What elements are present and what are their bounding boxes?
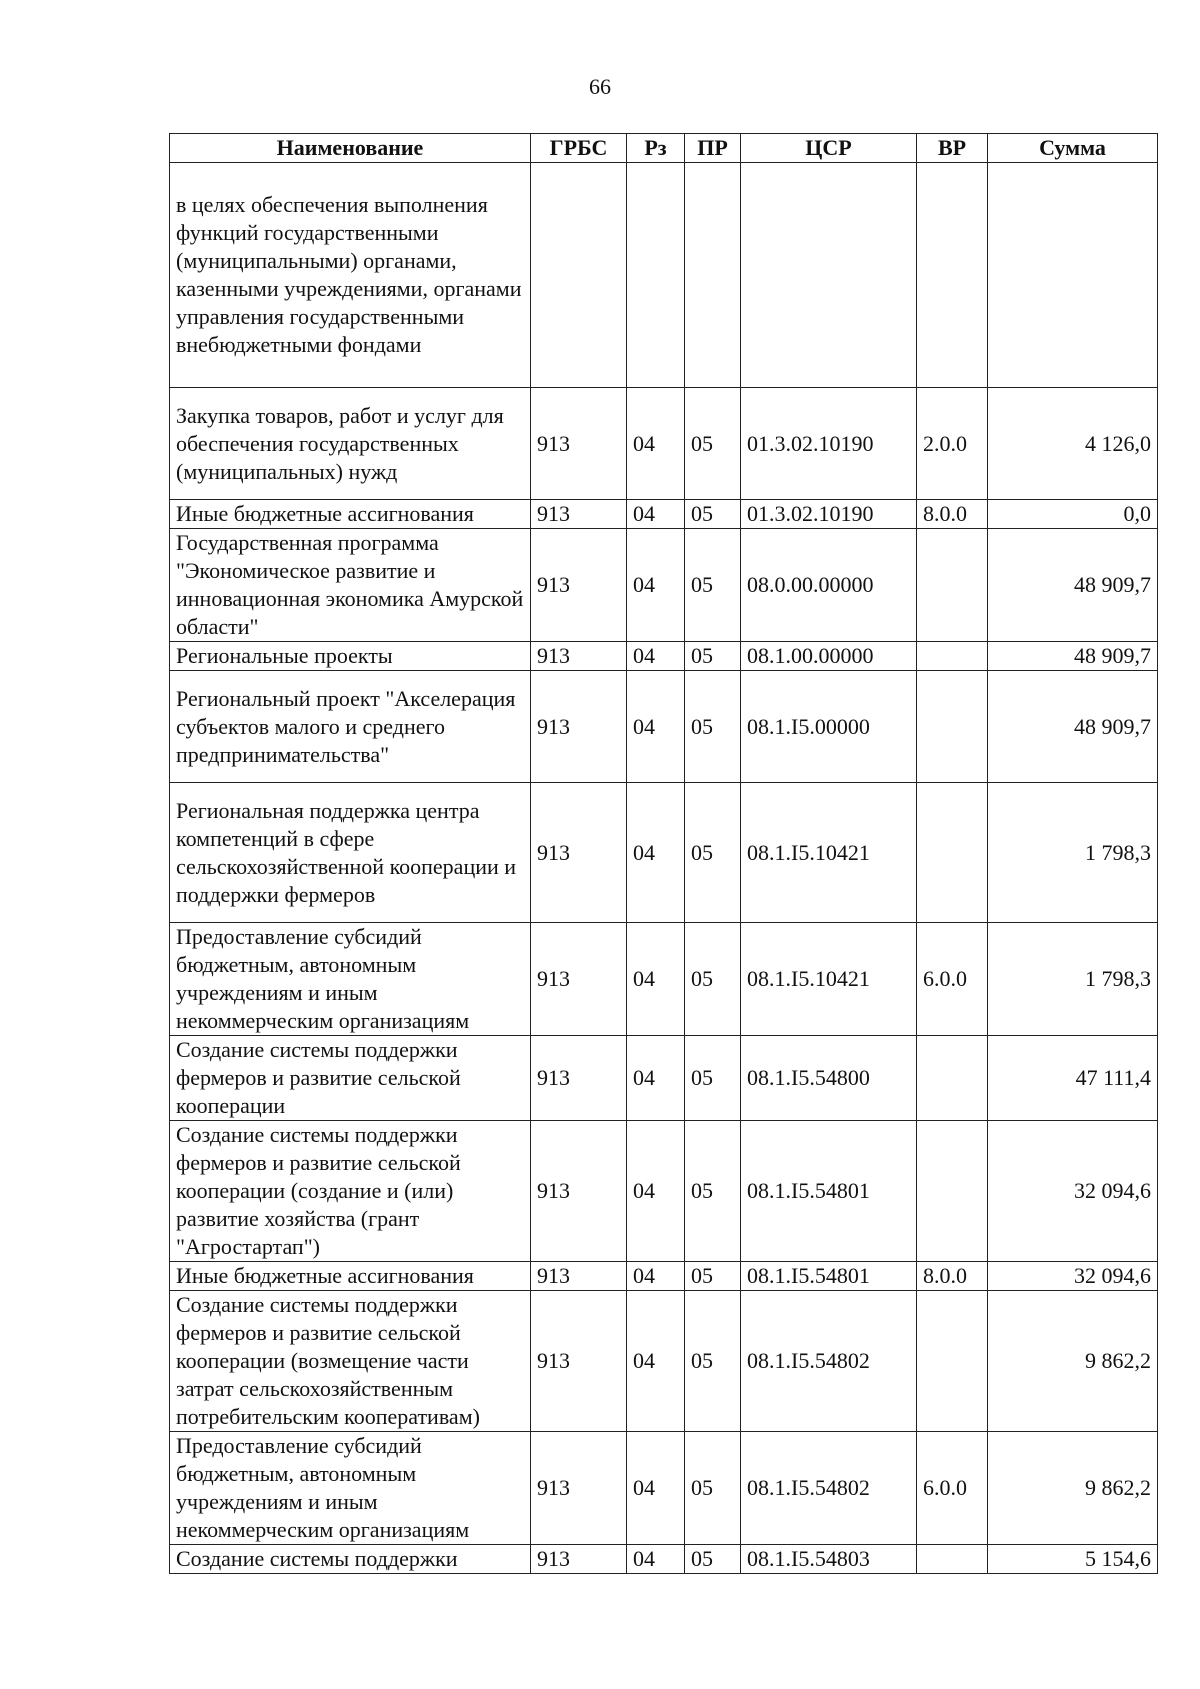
cell-sum <box>988 163 1158 388</box>
cell-rz <box>627 163 685 388</box>
cell-rz: 04 <box>627 923 685 1036</box>
table-row <box>170 783 1158 923</box>
cell-pr <box>685 163 741 388</box>
cell-sum: 1 798,3 <box>988 923 1158 1036</box>
cell-sum: 48 909,7 <box>988 529 1158 642</box>
header-rz: Рз <box>627 134 685 163</box>
cell-sum: 47 111,4 <box>988 1036 1158 1121</box>
cell-csr: 08.1.I5.54802 <box>741 1432 917 1545</box>
cell-grbs: 913 <box>531 642 627 671</box>
cell-name: Иные бюджетные ассигнования <box>170 1262 531 1291</box>
table-row <box>170 1432 1158 1545</box>
cell-pr: 05 <box>685 1432 741 1545</box>
cell-pr: 05 <box>685 1262 741 1291</box>
page-number: 66 <box>589 74 611 99</box>
table-row <box>170 923 1158 1036</box>
cell-csr: 01.3.02.10190 <box>741 500 917 529</box>
cell-csr: 01.3.02.10190 <box>741 388 917 500</box>
budget-table <box>169 133 1158 1574</box>
cell-sum: 32 094,6 <box>988 1121 1158 1262</box>
cell-vr: 6.0.0 <box>917 923 988 1036</box>
cell-grbs: 913 <box>531 783 627 923</box>
cell-csr: 08.0.00.00000 <box>741 529 917 642</box>
cell-name: Региональный проект "Акселерация субъектов малого и среднего предпринимательства" <box>170 671 531 783</box>
table-row <box>170 1262 1158 1291</box>
cell-grbs: 913 <box>531 1291 627 1432</box>
header-name: Наименование <box>170 134 531 163</box>
header-vr: ВР <box>917 134 988 163</box>
cell-rz: 04 <box>627 1036 685 1121</box>
cell-pr: 05 <box>685 1036 741 1121</box>
cell-name: Создание системы поддержки фермеров и развитие сельской кооперации (возмещение части затрат сельскохозяйственным потребительским кооперативам) <box>170 1291 531 1432</box>
header-grbs: ГРБС <box>531 134 627 163</box>
cell-grbs: 913 <box>531 1121 627 1262</box>
cell-csr: 08.1.I5.00000 <box>741 671 917 783</box>
table-row <box>170 1545 1158 1574</box>
cell-pr: 05 <box>685 1545 741 1574</box>
cell-sum: 4 126,0 <box>988 388 1158 500</box>
cell-rz: 04 <box>627 1545 685 1574</box>
cell-grbs: 913 <box>531 1036 627 1121</box>
table-row <box>170 642 1158 671</box>
cell-grbs: 913 <box>531 1262 627 1291</box>
cell-grbs: 913 <box>531 1545 627 1574</box>
cell-name: в целях обеспечения выполнения функций государственными (муниципальными) органами, казенными учреждениями, органами управления государственными внебюджетными фондами <box>170 163 531 388</box>
table-row <box>170 529 1158 642</box>
cell-name: Закупка товаров, работ и услуг для обеспечения государственных (муниципальных) нужд <box>170 388 531 500</box>
cell-vr <box>917 1545 988 1574</box>
cell-vr <box>917 1291 988 1432</box>
cell-sum: 9 862,2 <box>988 1432 1158 1545</box>
cell-sum: 0,0 <box>988 500 1158 529</box>
cell-pr: 05 <box>685 1121 741 1262</box>
cell-csr: 08.1.I5.54800 <box>741 1036 917 1121</box>
cell-name: Региональные проекты <box>170 642 531 671</box>
cell-vr: 2.0.0 <box>917 388 988 500</box>
cell-csr: 08.1.I5.10421 <box>741 783 917 923</box>
cell-csr: 08.1.I5.10421 <box>741 923 917 1036</box>
table-row <box>170 671 1158 783</box>
cell-pr: 05 <box>685 500 741 529</box>
header-sum: Сумма <box>988 134 1158 163</box>
cell-pr: 05 <box>685 671 741 783</box>
table-row <box>170 1291 1158 1432</box>
cell-pr: 05 <box>685 923 741 1036</box>
cell-grbs: 913 <box>531 388 627 500</box>
cell-vr <box>917 642 988 671</box>
cell-grbs: 913 <box>531 923 627 1036</box>
cell-rz: 04 <box>627 671 685 783</box>
cell-grbs: 913 <box>531 671 627 783</box>
cell-csr: 08.1.I5.54801 <box>741 1121 917 1262</box>
cell-rz: 04 <box>627 642 685 671</box>
cell-grbs <box>531 163 627 388</box>
cell-rz: 04 <box>627 783 685 923</box>
cell-csr: 08.1.00.00000 <box>741 642 917 671</box>
cell-vr: 8.0.0 <box>917 500 988 529</box>
cell-pr: 05 <box>685 1291 741 1432</box>
cell-vr <box>917 783 988 923</box>
cell-csr <box>741 163 917 388</box>
cell-rz: 04 <box>627 529 685 642</box>
table-header-row <box>170 134 1158 163</box>
header-pr: ПР <box>685 134 741 163</box>
cell-vr <box>917 529 988 642</box>
cell-vr <box>917 1036 988 1121</box>
cell-name: Иные бюджетные ассигнования <box>170 500 531 529</box>
cell-grbs: 913 <box>531 500 627 529</box>
cell-rz: 04 <box>627 1291 685 1432</box>
table-row <box>170 1121 1158 1262</box>
table-row <box>170 1036 1158 1121</box>
table-body <box>170 163 1158 1574</box>
table-row <box>170 500 1158 529</box>
cell-grbs: 913 <box>531 529 627 642</box>
cell-pr: 05 <box>685 783 741 923</box>
cell-sum: 9 862,2 <box>988 1291 1158 1432</box>
cell-vr <box>917 1121 988 1262</box>
cell-vr: 6.0.0 <box>917 1432 988 1545</box>
cell-pr: 05 <box>685 388 741 500</box>
cell-rz: 04 <box>627 500 685 529</box>
cell-sum: 48 909,7 <box>988 642 1158 671</box>
cell-csr: 08.1.I5.54802 <box>741 1291 917 1432</box>
cell-name: Государственная программа "Экономическое развитие и инновационная экономика Амурской области" <box>170 529 531 642</box>
cell-name: Создание системы поддержки <box>170 1545 531 1574</box>
cell-vr <box>917 163 988 388</box>
cell-name: Предоставление субсидий бюджетным, автономным учреждениям и иным некоммерческим организациям <box>170 923 531 1036</box>
table-row <box>170 163 1158 388</box>
cell-name: Предоставление субсидий бюджетным, автономным учреждениям и иным некоммерческим организациям <box>170 1432 531 1545</box>
cell-sum: 5 154,6 <box>988 1545 1158 1574</box>
cell-rz: 04 <box>627 1432 685 1545</box>
cell-csr: 08.1.I5.54801 <box>741 1262 917 1291</box>
cell-csr: 08.1.I5.54803 <box>741 1545 917 1574</box>
cell-rz: 04 <box>627 388 685 500</box>
cell-sum: 32 094,6 <box>988 1262 1158 1291</box>
cell-name: Региональная поддержка центра компетенций в сфере сельскохозяйственной кооперации и поддержки фермеров <box>170 783 531 923</box>
table-row <box>170 388 1158 500</box>
cell-sum: 1 798,3 <box>988 783 1158 923</box>
cell-name: Создание системы поддержки фермеров и развитие сельской кооперации (создание и (или) развитие хозяйства (грант "Агростартап") <box>170 1121 531 1262</box>
cell-sum: 48 909,7 <box>988 671 1158 783</box>
cell-vr <box>917 671 988 783</box>
cell-vr: 8.0.0 <box>917 1262 988 1291</box>
header-csr: ЦСР <box>741 134 917 163</box>
cell-name: Создание системы поддержки фермеров и развитие сельской кооперации <box>170 1036 531 1121</box>
cell-rz: 04 <box>627 1262 685 1291</box>
cell-pr: 05 <box>685 642 741 671</box>
cell-grbs: 913 <box>531 1432 627 1545</box>
cell-rz: 04 <box>627 1121 685 1262</box>
cell-pr: 05 <box>685 529 741 642</box>
